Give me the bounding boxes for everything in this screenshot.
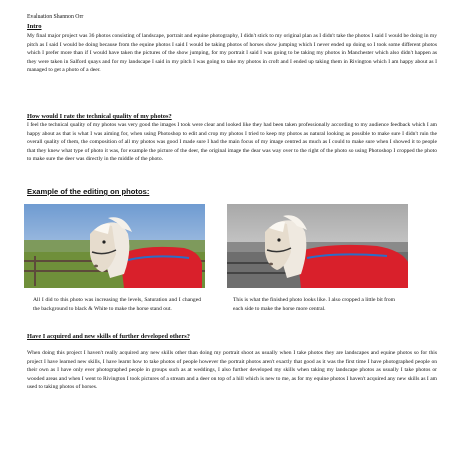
before-edit-photo <box>24 204 205 288</box>
before-photo-caption: All I did to this photo was increasing the levels, Saturation and I changed the background to black & White to make the horse stand out. <box>33 297 201 313</box>
new-skills-paragraph: When doing this project I haven't really acquired any new skills other than doing my portrait shoot as usually when I take photos they are landscapes and equine photos so for this project I have learned new skills, I have learnt how to take photos of people however the portrait photos aren't exactly that good as it was the first time I have photographed people on their own as I have only ever photographed people in groups such as at weddings, I also further developed my skills when taking my landscape photos as usually I take photos or wooded areas and when I went to Rivington I took pictures of a stream and a deer on top of a hill which is new to me, as for my equine photos I haven't acquired any new skills as I am used to taking photos of horses. <box>27 350 437 391</box>
intro-heading: Intro <box>27 23 42 30</box>
new-skills-heading: Have I acquired and new skills of further developed others? <box>27 333 190 340</box>
author-line: Evaluation Shannon Orr <box>27 14 84 20</box>
technical-quality-heading: How would I rate the technical quality of my photos? <box>27 113 172 120</box>
after-edit-photo <box>227 204 408 288</box>
after-photo-caption: This is what the finished photo looks like. I also cropped a little bit from each side to make the horse more central. <box>233 297 396 313</box>
intro-paragraph: My final major project was 36 photos consisting of landscape, portrait and equine photography, I didn't stick to my original plan as I didn't take the photos I said I would be doing in my pitch as I said I would be doing because from the equine photos I said I would be taking photos of horses show jumping which I never ended up doing so I took some different photos which I prefer more than if I would have taken the pictures of the show jumping, for my portrait I said I was going to be taking my photos in Manchester which also didn't happen as they were taken in Salford quays and for my landscape I said in my pitch I was going to take my photos in croft and I ended up taking them in Rivington which I am happy about as I managed to get a photo of a deer. <box>27 33 437 74</box>
editing-example-heading: Example of the editing on photos: <box>27 187 150 196</box>
technical-quality-paragraph: I feel the technical quality of my photos was very good the images I took were clear and looked like they had been taken professionally according to my audience feedback which I am happy about as that is what I was aiming for, when using Photoshop to edit and crop my photos I tried to keep my photos as natural looking as possible to make sure I didn't ruin the overall quality of them, the composition of all my photos was good I made sure I had the main focus of my image centred as much as I could to make sure when I showed it to people that they knew what type of photo it was, for example the picture of the deer, the original image the dear was way over to the right of the photo so using Photoshop I cropped the photo to make sure the deer was directly in the middle of the photo. <box>27 122 437 163</box>
